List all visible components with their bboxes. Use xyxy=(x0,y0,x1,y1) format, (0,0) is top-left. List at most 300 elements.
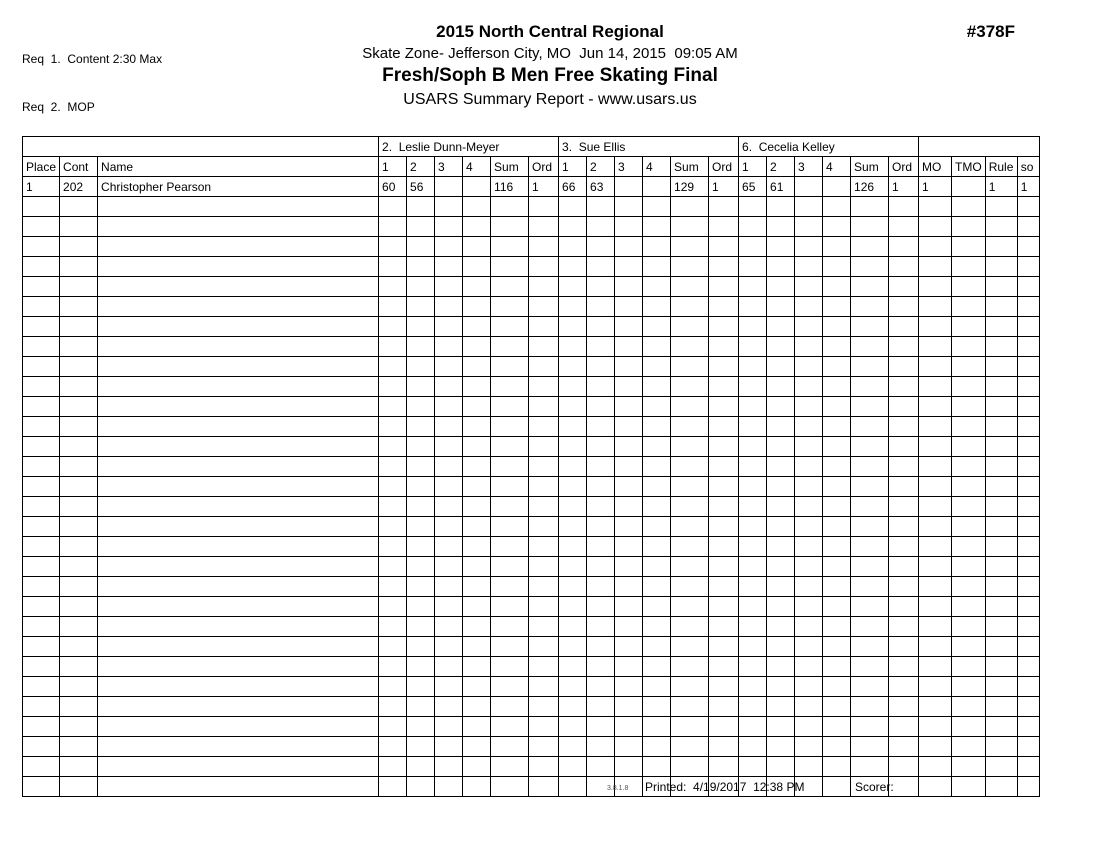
empty-cell xyxy=(587,657,615,677)
empty-cell xyxy=(671,337,709,357)
empty-cell xyxy=(919,597,952,617)
col-header-judge3-sum: Sum xyxy=(851,157,889,177)
empty-cell xyxy=(23,537,60,557)
empty-cell xyxy=(615,577,643,597)
empty-cell xyxy=(985,437,1017,457)
empty-cell xyxy=(851,737,889,757)
empty-cell xyxy=(529,517,559,537)
empty-cell xyxy=(559,277,587,297)
empty-cell xyxy=(23,377,60,397)
judge2-score-3 xyxy=(615,177,643,197)
empty-cell xyxy=(615,377,643,397)
empty-cell xyxy=(709,437,739,457)
empty-cell xyxy=(379,537,407,557)
empty-cell xyxy=(823,277,851,297)
empty-cell xyxy=(823,437,851,457)
empty-cell xyxy=(491,217,529,237)
empty-cell xyxy=(795,557,823,577)
empty-cell xyxy=(671,417,709,437)
empty-cell xyxy=(587,297,615,317)
empty-cell xyxy=(823,557,851,577)
judge3-score-4 xyxy=(823,177,851,197)
empty-cell xyxy=(919,517,952,537)
empty-cell xyxy=(60,597,98,617)
empty-cell xyxy=(739,597,767,617)
empty-cell xyxy=(463,477,491,497)
empty-cell xyxy=(709,577,739,597)
empty-cell xyxy=(795,317,823,337)
empty-cell xyxy=(529,357,559,377)
empty-cell xyxy=(559,417,587,437)
so-value: 1 xyxy=(1017,177,1039,197)
empty-cell xyxy=(671,317,709,337)
empty-cell xyxy=(709,597,739,617)
col-header-judge2-4: 4 xyxy=(643,157,671,177)
col-header-judge2-2: 2 xyxy=(587,157,615,177)
empty-cell xyxy=(919,357,952,377)
empty-cell xyxy=(491,397,529,417)
empty-cell xyxy=(60,417,98,437)
empty-cell xyxy=(795,197,823,217)
empty-cell xyxy=(671,737,709,757)
empty-cell xyxy=(98,217,379,237)
empty-cell xyxy=(985,557,1017,577)
empty-cell xyxy=(823,577,851,597)
empty-cell xyxy=(952,617,986,637)
empty-cell xyxy=(407,757,435,777)
empty-cell xyxy=(23,657,60,677)
contestant-number: 202 xyxy=(60,177,98,197)
empty-cell xyxy=(587,557,615,577)
empty-cell xyxy=(919,617,952,637)
empty-cell xyxy=(985,377,1017,397)
empty-cell xyxy=(919,677,952,697)
empty-cell xyxy=(795,657,823,677)
empty-cell xyxy=(739,337,767,357)
empty-cell xyxy=(23,357,60,377)
empty-cell xyxy=(559,357,587,377)
empty-cell xyxy=(407,337,435,357)
empty-cell xyxy=(1017,197,1039,217)
empty-cell xyxy=(985,717,1017,737)
empty-cell xyxy=(559,197,587,217)
report-type: USARS Summary Report - www.usars.us xyxy=(403,91,697,108)
empty-cell xyxy=(491,437,529,457)
empty-cell xyxy=(985,197,1017,217)
empty-cell xyxy=(643,337,671,357)
empty-cell xyxy=(587,537,615,557)
empty-cell xyxy=(529,277,559,297)
empty-cell xyxy=(985,337,1017,357)
empty-cell xyxy=(709,537,739,557)
empty-cell xyxy=(767,417,795,437)
empty-cell xyxy=(529,577,559,597)
empty-cell xyxy=(985,477,1017,497)
empty-cell xyxy=(60,277,98,297)
empty-cell xyxy=(952,637,986,657)
empty-cell xyxy=(491,597,529,617)
empty-cell xyxy=(23,297,60,317)
empty-cell xyxy=(60,377,98,397)
empty-cell xyxy=(739,577,767,597)
empty-cell xyxy=(60,557,98,577)
empty-cell xyxy=(823,517,851,537)
empty-cell xyxy=(559,437,587,457)
empty-cell xyxy=(823,357,851,377)
judge-row-spacer-left xyxy=(23,137,379,157)
empty-cell xyxy=(985,757,1017,777)
venue-datetime: Skate Zone- Jefferson City, MO Jun 14, 2015 09:05 AM xyxy=(362,45,738,62)
empty-cell xyxy=(615,457,643,477)
empty-cell xyxy=(851,597,889,617)
empty-cell xyxy=(98,657,379,677)
empty-cell xyxy=(435,697,463,717)
empty-cell xyxy=(709,617,739,637)
empty-cell xyxy=(615,437,643,457)
empty-cell xyxy=(795,377,823,397)
rule-value: 1 xyxy=(985,177,1017,197)
empty-cell xyxy=(98,537,379,557)
empty-cell xyxy=(379,517,407,537)
empty-cell xyxy=(671,477,709,497)
empty-cell xyxy=(529,697,559,717)
empty-cell xyxy=(1017,477,1039,497)
empty-cell xyxy=(671,297,709,317)
empty-cell xyxy=(643,757,671,777)
empty-cell xyxy=(407,377,435,397)
empty-cell xyxy=(643,317,671,337)
empty-cell xyxy=(98,517,379,537)
empty-cell xyxy=(889,657,919,677)
empty-cell xyxy=(823,777,851,797)
empty-cell xyxy=(491,557,529,577)
empty-cell xyxy=(60,297,98,317)
empty-cell xyxy=(767,757,795,777)
empty-cell xyxy=(952,517,986,537)
empty-cell xyxy=(1017,657,1039,677)
empty-cell xyxy=(379,457,407,477)
empty-cell xyxy=(851,297,889,317)
empty-cell xyxy=(739,517,767,537)
empty-cell xyxy=(919,397,952,417)
title-block xyxy=(0,22,1100,109)
empty-cell xyxy=(767,437,795,457)
empty-cell xyxy=(889,237,919,257)
empty-cell xyxy=(529,217,559,237)
empty-cell xyxy=(823,477,851,497)
empty-cell xyxy=(709,257,739,277)
empty-cell xyxy=(23,757,60,777)
empty-cell xyxy=(795,217,823,237)
empty-cell xyxy=(709,517,739,537)
empty-cell xyxy=(985,597,1017,617)
empty-cell xyxy=(985,737,1017,757)
empty-cell xyxy=(823,697,851,717)
empty-cell xyxy=(739,557,767,577)
empty-cell xyxy=(529,497,559,517)
empty-cell xyxy=(23,517,60,537)
empty-cell xyxy=(739,257,767,277)
empty-cell xyxy=(407,597,435,617)
empty-cell xyxy=(529,437,559,457)
empty-cell xyxy=(889,597,919,617)
empty-cell xyxy=(739,217,767,237)
empty-cell xyxy=(1017,777,1039,797)
empty-cell xyxy=(379,737,407,757)
empty-cell xyxy=(407,677,435,697)
empty-cell xyxy=(1017,437,1039,457)
empty-cell xyxy=(60,397,98,417)
empty-cell xyxy=(435,637,463,657)
empty-cell xyxy=(739,357,767,377)
empty-cell xyxy=(823,237,851,257)
empty-cell xyxy=(643,377,671,397)
empty-cell xyxy=(985,217,1017,237)
empty-cell xyxy=(1017,277,1039,297)
empty-cell xyxy=(739,717,767,737)
empty-cell xyxy=(559,677,587,697)
empty-cell xyxy=(952,777,986,797)
empty-cell xyxy=(463,637,491,657)
empty-cell xyxy=(98,777,379,797)
empty-cell xyxy=(643,657,671,677)
empty-cell xyxy=(407,657,435,677)
empty-cell xyxy=(851,277,889,297)
empty-cell xyxy=(60,737,98,757)
empty-cell xyxy=(739,277,767,297)
col-header-so: so xyxy=(1017,157,1039,177)
empty-cell xyxy=(407,197,435,217)
empty-cell xyxy=(952,197,986,217)
empty-cell xyxy=(952,277,986,297)
empty-cell xyxy=(379,277,407,297)
empty-cell xyxy=(823,457,851,477)
empty-cell xyxy=(889,457,919,477)
empty-cell xyxy=(379,477,407,497)
empty-cell xyxy=(491,277,529,297)
empty-cell xyxy=(463,377,491,397)
col-header-judge1-4: 4 xyxy=(463,157,491,177)
empty-cell xyxy=(559,257,587,277)
empty-cell xyxy=(60,537,98,557)
empty-cell xyxy=(463,197,491,217)
software-version: 3.8.1.8 xyxy=(607,785,629,792)
empty-cell xyxy=(529,237,559,257)
empty-cell xyxy=(952,217,986,237)
empty-cell xyxy=(952,437,986,457)
empty-cell xyxy=(1017,417,1039,437)
empty-cell xyxy=(767,337,795,357)
empty-cell xyxy=(587,197,615,217)
empty-cell xyxy=(919,317,952,337)
empty-cell xyxy=(767,517,795,537)
empty-cell xyxy=(1017,677,1039,697)
empty-cell xyxy=(491,757,529,777)
empty-cell xyxy=(615,237,643,257)
empty-cell xyxy=(643,297,671,317)
empty-cell xyxy=(379,337,407,357)
empty-cell xyxy=(587,697,615,717)
empty-cell xyxy=(587,757,615,777)
empty-cell xyxy=(98,457,379,477)
empty-cell xyxy=(919,477,952,497)
empty-cell xyxy=(889,337,919,357)
empty-cell xyxy=(851,537,889,557)
empty-cell xyxy=(60,637,98,657)
empty-cell xyxy=(851,417,889,437)
empty-cell xyxy=(1017,737,1039,757)
empty-cell xyxy=(823,317,851,337)
empty-cell xyxy=(823,757,851,777)
empty-cell xyxy=(889,417,919,437)
empty-cell xyxy=(463,717,491,737)
empty-cell xyxy=(985,637,1017,657)
empty-cell xyxy=(407,577,435,597)
empty-cell xyxy=(98,577,379,597)
empty-cell xyxy=(739,197,767,217)
empty-cell xyxy=(671,377,709,397)
empty-cell xyxy=(615,537,643,557)
empty-cell xyxy=(435,717,463,737)
empty-cell xyxy=(889,277,919,297)
empty-cell xyxy=(643,697,671,717)
empty-cell xyxy=(1017,217,1039,237)
empty-cell xyxy=(98,337,379,357)
empty-cell xyxy=(851,337,889,357)
empty-cell xyxy=(671,717,709,737)
empty-cell xyxy=(491,537,529,557)
empty-cell xyxy=(379,497,407,517)
empty-cell xyxy=(60,317,98,337)
empty-cell xyxy=(795,237,823,257)
empty-cell xyxy=(952,737,986,757)
empty-cell xyxy=(795,737,823,757)
empty-cell xyxy=(985,297,1017,317)
empty-cell xyxy=(463,237,491,257)
empty-cell xyxy=(767,597,795,617)
printed-timestamp: Printed: 4/19/2017 12:38 PM xyxy=(645,780,805,794)
empty-cell xyxy=(379,437,407,457)
empty-cell xyxy=(435,537,463,557)
empty-cell xyxy=(919,197,952,217)
empty-cell xyxy=(952,537,986,557)
empty-cell xyxy=(587,257,615,277)
empty-cell xyxy=(795,497,823,517)
empty-cell xyxy=(529,197,559,217)
judge3-ordinal: 1 xyxy=(889,177,919,197)
empty-cell xyxy=(823,257,851,277)
empty-cell xyxy=(587,397,615,417)
empty-cell xyxy=(919,377,952,397)
empty-cell xyxy=(1017,397,1039,417)
empty-cell xyxy=(559,497,587,517)
col-header-cont: Cont xyxy=(60,157,98,177)
empty-cell xyxy=(643,677,671,697)
col-header-place: Place xyxy=(23,157,60,177)
empty-cell xyxy=(985,677,1017,697)
empty-cell xyxy=(643,257,671,277)
judge1-sum: 116 xyxy=(491,177,529,197)
empty-cell xyxy=(851,197,889,217)
empty-cell xyxy=(463,597,491,617)
empty-cell xyxy=(1017,497,1039,517)
empty-cell xyxy=(671,437,709,457)
empty-cell xyxy=(709,497,739,517)
empty-cell xyxy=(851,437,889,457)
empty-cell xyxy=(529,637,559,657)
empty-cell xyxy=(851,757,889,777)
judge3-score-1: 65 xyxy=(739,177,767,197)
empty-cell xyxy=(435,257,463,277)
col-header-judge3-ord: Ord xyxy=(889,157,919,177)
empty-cell xyxy=(615,657,643,677)
empty-cell xyxy=(23,777,60,797)
empty-cell xyxy=(559,757,587,777)
empty-cell xyxy=(98,397,379,417)
empty-cell xyxy=(529,257,559,277)
judge2-score-2: 63 xyxy=(587,177,615,197)
col-header-judge1-sum: Sum xyxy=(491,157,529,177)
col-header-judge1-3: 3 xyxy=(435,157,463,177)
empty-cell xyxy=(671,757,709,777)
event-title: Fresh/Soph B Men Free Skating Final xyxy=(382,65,718,86)
empty-cell xyxy=(98,237,379,257)
empty-cell xyxy=(559,477,587,497)
empty-cell xyxy=(767,577,795,597)
empty-cell xyxy=(767,277,795,297)
empty-cell xyxy=(587,357,615,377)
empty-cell xyxy=(851,717,889,737)
empty-cell xyxy=(952,477,986,497)
empty-cell xyxy=(587,577,615,597)
empty-cell xyxy=(463,557,491,577)
empty-cell xyxy=(919,217,952,237)
judge1-score-3 xyxy=(435,177,463,197)
empty-cell xyxy=(435,397,463,417)
empty-cell xyxy=(919,697,952,717)
empty-cell xyxy=(823,337,851,357)
empty-cell xyxy=(98,497,379,517)
empty-cell xyxy=(435,577,463,597)
empty-cell xyxy=(952,757,986,777)
empty-cell xyxy=(1017,297,1039,317)
empty-cell xyxy=(767,357,795,377)
empty-cell xyxy=(407,297,435,317)
empty-cell xyxy=(889,497,919,517)
empty-cell xyxy=(767,557,795,577)
empty-cell xyxy=(615,757,643,777)
empty-cell xyxy=(671,197,709,217)
empty-cell xyxy=(559,737,587,757)
empty-cell xyxy=(671,677,709,697)
judge1-score-1: 60 xyxy=(379,177,407,197)
col-header-judge3-2: 2 xyxy=(767,157,795,177)
empty-cell xyxy=(23,317,60,337)
empty-cell xyxy=(587,477,615,497)
empty-cell xyxy=(407,637,435,657)
empty-cell xyxy=(435,757,463,777)
empty-cell xyxy=(795,277,823,297)
competition-title: 2015 North Central Regional xyxy=(436,22,664,41)
col-header-judge3-1: 1 xyxy=(739,157,767,177)
empty-cell xyxy=(643,197,671,217)
empty-cell xyxy=(615,397,643,417)
empty-cell xyxy=(823,657,851,677)
empty-cell xyxy=(435,517,463,537)
empty-cell xyxy=(643,577,671,597)
empty-cell xyxy=(985,617,1017,637)
empty-cell xyxy=(985,777,1017,797)
